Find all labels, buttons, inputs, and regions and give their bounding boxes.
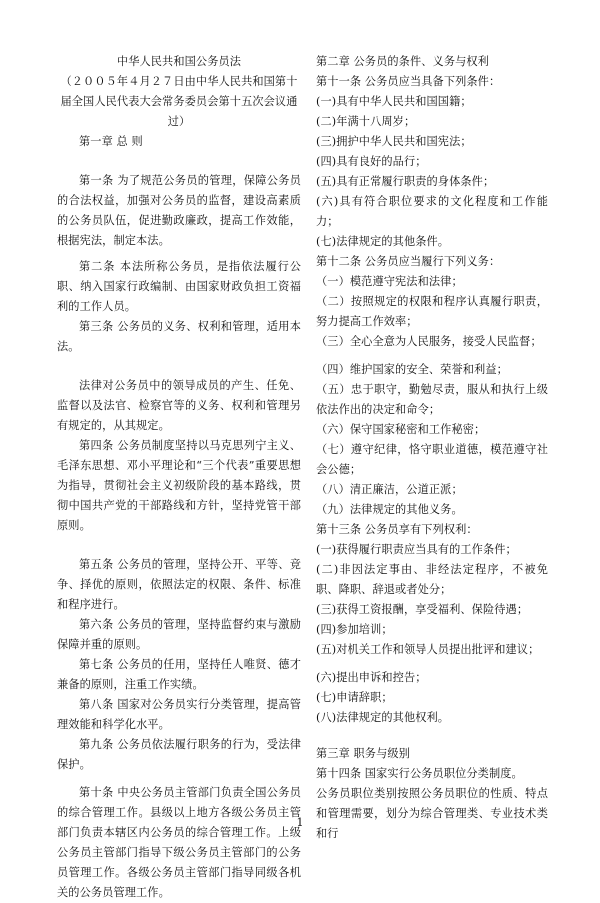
law-title: 中华人民共和国公务员法 xyxy=(116,55,242,68)
condition-3: (三)拥护中华人民共和国宪法； xyxy=(316,135,472,148)
duty-5: （五）忠于职守，勤勉尽责，服从和执行上级依法作出的决定和命令； xyxy=(316,383,548,416)
duty-1: （一）模范遵守宪法和法律； xyxy=(316,275,463,288)
duty-3: （三）全心全意为人民服务，接受人民监督； xyxy=(316,335,542,348)
article-1: 第一条 为了规范公务员的管理，保障公务员的合法权益，加强对公务员的监督，建设高素质的公务员队伍，促进勤政廉政，提高工作效能，根据宪法，制定本法。 xyxy=(57,174,301,247)
article-3-paragraph-2: 法律对公务员中的领导成员的产生、任免、监督以及法官、检察官等的义务、权利和管理另有规定的，从其规定。 xyxy=(57,379,301,432)
duty-8: （八）清正廉洁，公道正派； xyxy=(316,483,463,496)
chapter-2-heading: 第二章 公务员的条件、义务与权利 xyxy=(316,55,489,68)
condition-5: (五)具有正常履行职责的身体条件； xyxy=(316,175,495,188)
right-3: (三)获得工资报酬，享受福利、保险待遇； xyxy=(316,603,529,616)
duty-9: （九）法律规定的其他义务。 xyxy=(316,503,463,516)
article-14-paragraph-2: 公务员职位类别按照公务员职位的性质、特点和管理需要，划分为综合管理类、专业技术类和行 xyxy=(316,787,548,840)
duty-6: （六）保守国家秘密和工作秘密； xyxy=(316,423,486,436)
article-8: 第八条 国家对公务员实行分类管理，提高管理效能和科学化水平。 xyxy=(57,698,301,731)
duty-7: （七）遵守纪律，恪守职业道德，模范遵守社会公德； xyxy=(316,443,548,476)
condition-6: (六)具有符合职位要求的文化程度和工作能力； xyxy=(316,195,548,228)
right-7: (七)申请辞职； xyxy=(316,691,393,704)
article-9: 第九条 公务员依法履行职务的行为，受法律保护。 xyxy=(57,738,301,771)
condition-1: (一)具有中华人民共和国国籍； xyxy=(316,95,472,108)
article-2: 第二条 本法所称公务员，是指依法履行公职、纳入国家行政编制、由国家财政负担工资福利的工作人员。 xyxy=(57,260,301,313)
article-4: 第四条 公务员制度坚持以马克思列宁主义、毛泽东思想、邓小平理论和“三个代表”重要思想为指导，贯彻社会主义初级阶段的基本路线，贯彻中国共产党的干部路线和方针，坚持党管干部原则。 xyxy=(57,439,301,532)
article-7: 第七条 公务员的任用，坚持任人唯贤、德才兼备的原则，注重工作实绩。 xyxy=(57,658,301,691)
article-12: 第十二条 公务员应当履行下列义务： xyxy=(316,255,501,268)
duty-2: （二）按照规定的权限和程序认真履行职责，努力提高工作效率； xyxy=(316,295,548,328)
right-5: (五)对机关工作和领导人员提出批评和建议； xyxy=(316,643,540,656)
condition-7: (七)法律规定的其他条件。 xyxy=(316,235,450,248)
chapter-1-heading: 第一章 总 则 xyxy=(79,135,143,148)
right-6: (六)提出申诉和控告； xyxy=(316,671,427,684)
condition-4: (四)具有良好的品行； xyxy=(316,155,427,168)
adoption-note: （２００５年４月２７日由中华人民共和国第十届全国人民代表大会常务委员会第十五次会议通过） xyxy=(60,75,298,128)
article-11: 第十一条 公务员应当具备下列条件： xyxy=(316,75,501,88)
duty-4: （四）维护国家的安全、荣誉和利益； xyxy=(316,363,508,376)
article-14: 第十四条 国家实行公务员职位分类制度。 xyxy=(316,767,523,780)
article-6: 第六条 公务员的管理，坚持监督约束与激励保障并重的原则。 xyxy=(57,618,301,651)
right-column xyxy=(316,52,548,844)
page-number: 1 xyxy=(296,816,304,829)
chapter-3-heading: 第三章 职务与级别 xyxy=(316,747,410,760)
article-3: 第三条 公务员的义务、权利和管理，适用本法。 xyxy=(57,320,301,353)
right-8: (八)法律规定的其他权利。 xyxy=(316,711,450,724)
left-column xyxy=(57,52,301,903)
article-10: 第十条 中央公务员主管部门负责全国公务员的综合管理工作。县级以上地方各级公务员主管部门负责本辖区内公务员的综合管理工作。上级公务员主管部门指导下级公务员主管部门的公务员管理工作。各级公务员主管部门指导同级各机关的公务员管理工作。 xyxy=(57,786,301,899)
article-5: 第五条 公务员的管理，坚持公开、平等、竞争、择优的原则，依照法定的权限、条件、标准和程序进行。 xyxy=(57,558,301,611)
right-2: (二)非因法定事由、非经法定程序，不被免职、降职、辞退或者处分； xyxy=(316,563,548,596)
right-1: (一)获得履行职责应当具有的工作条件； xyxy=(316,543,517,556)
condition-2: (二)年满十八周岁； xyxy=(316,115,416,128)
right-4: (四)参加培训； xyxy=(316,623,393,636)
article-13: 第十三条 公务员享有下列权利： xyxy=(316,523,478,536)
